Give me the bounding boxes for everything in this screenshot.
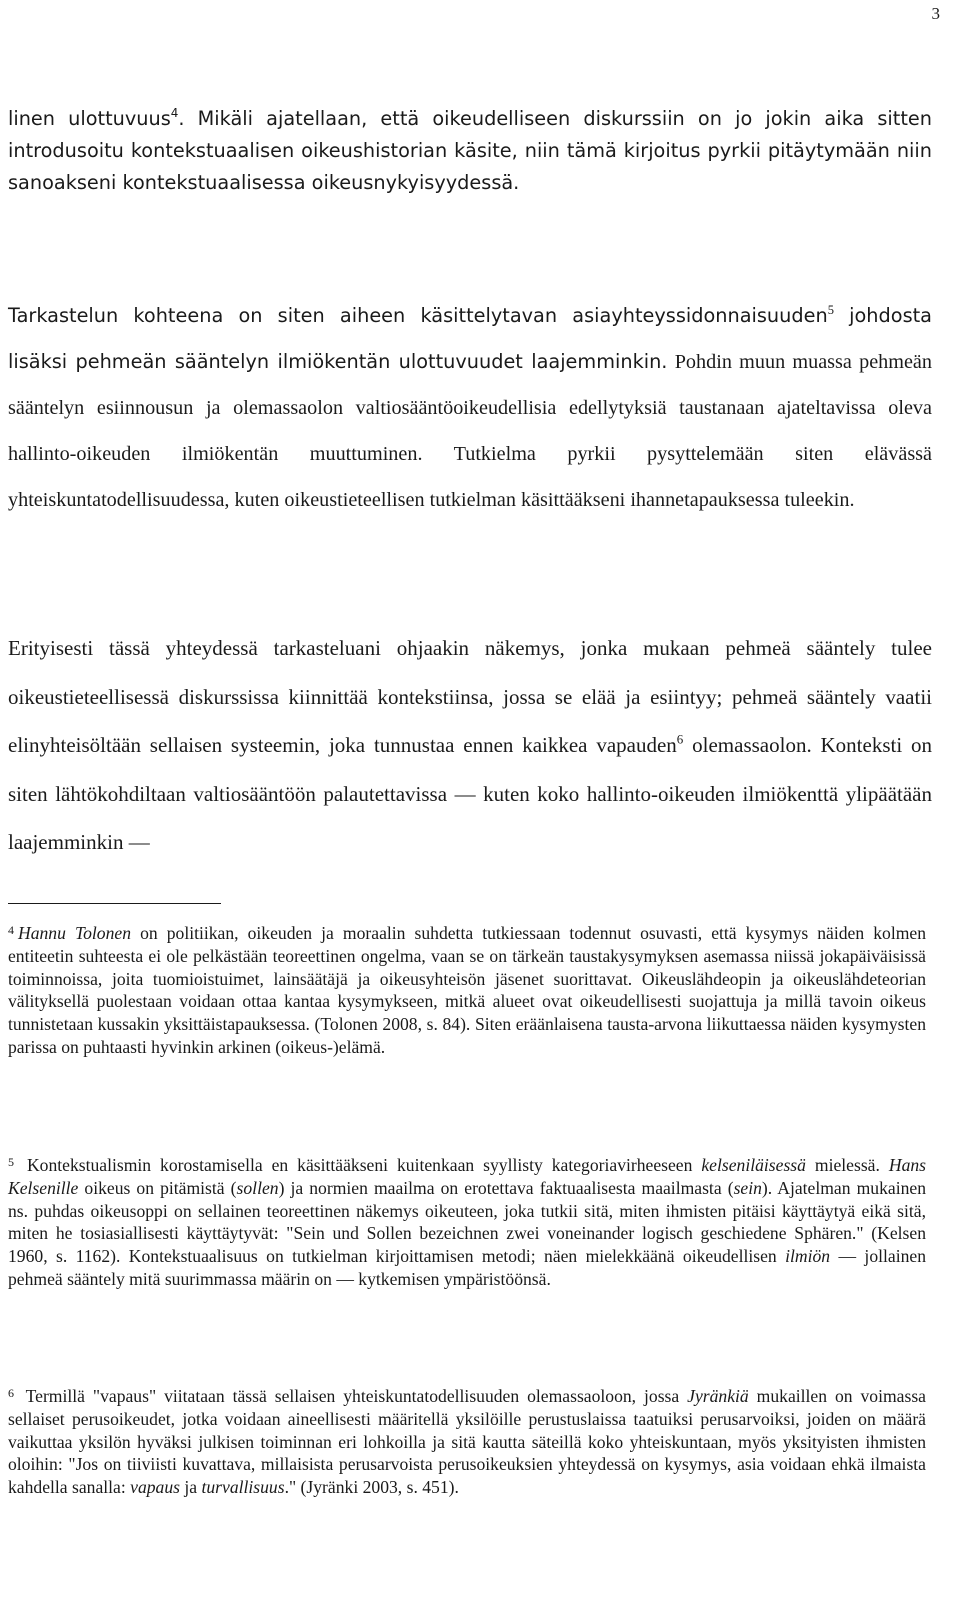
paragraph-3 [8, 624, 932, 867]
footnote-5-italic: ilmiön [785, 1246, 831, 1267]
paragraph-1 [8, 103, 932, 199]
paragraph-3-text-c: Konteksti on siten lähtökohdiltaan valtiosääntöön palautettavissa — kuten koko hallinto-oikeuden ilmiökenttä ylipäätään laajemminkin — [8, 733, 933, 854]
footnote-5-text: oikeus on pitämistä ( [78, 1177, 237, 1198]
footnote-number: 4 [8, 923, 14, 937]
footnote-5-text: mielessä. [805, 1155, 889, 1175]
footnote-separator [8, 903, 221, 904]
footnote-5-italic: sein [733, 1177, 762, 1198]
footnote-6-italic: vapaus [130, 1477, 180, 1498]
footnote-ref-6[interactable]: 6 [676, 731, 684, 747]
footnote-6-italic: Jyränkiä [687, 1386, 749, 1406]
footnote-5-italic: kelseniläisessä [701, 1155, 806, 1175]
page-number: 3 [931, 4, 940, 23]
paragraph-1-text-a: linen ulottuvuus [8, 107, 171, 130]
paragraph-2 [8, 293, 932, 523]
footnote-6-text: mukaillen on voimassa sellaiset perusoikeudet, jotka voidaan aineellisesti määritellä yksilöille perustuslaissa taatuiksi perusarvoiksi, joiden on määrä vaikuttaa yksilön hyväksi julkisen toiminnan eri lohkoilla ja sitä kautta säteillä koko yhteiskuntaan, myös yksityisten ihmisten oloihin: "Jos on tiiviisti kuvattava, millaisista perusarvoista perusoikeuksien yhteydessä on kysymys, asia voidaan ehkä ilmaista kahdella sanalla: [8, 1386, 926, 1498]
paragraph-1-text-b: . Mikäli ajatellaan, että oikeudelliseen diskurssiin on jo jokin aika sitten introdusoitu kontekstuaalisen oikeushistorian käsite, niin tämä kirjoitus pyrkii pitäytymään niin sanoakseni kontekstuaalisessa oikeusnykyisyydessä. [8, 107, 932, 194]
paragraph-2-text-a: Tarkastelun kohteena on siten aiheen käsittelytavan asiayhteyssidonnaisuuden [8, 304, 828, 327]
footnote-5-text: — jollainen pehmeä sääntely mitä suurimmassa määrin on — kytkemisen ympäristöönsä. [8, 1246, 926, 1289]
footnote-5-text: ) ja normien maailma on erotettava faktuaalisesta maailmasta ( [278, 1177, 734, 1198]
footnote-5-italic: sollen [236, 1177, 279, 1198]
paragraph-2-text-c: Pohdin muun muassa pehmeän sääntelyn esiinnousun ja olemassaolon valtiosääntöoikeudellisia edellytyksiä taustanaan ajateltavissa oleva hallinto-oikeuden ilmiökentän muuttuminen. Tutkielma pyrkii pysyttelemään siten elävässä yhteiskuntatodellisuudessa, kuten oikeustieteellisen tutkielman käsittääkseni ihannetapauksessa tuleekin. [8, 351, 932, 511]
paragraph-3-text-a: Erityisesti tässä yhteydessä tarkasteluani ohjaakin näkemys, jonka mukaan pehmeä sääntely tulee oikeustieteellisessä diskurssissa kiinnittää kontekstiinsa, jossa se elää ja esiintyy; pehmeä sääntely vaatii elinyhteisöltään sellaisen systeemin, joka tunnustaa ennen kaikkea vapauden [8, 636, 932, 757]
footnote-4-text: on politiikan, oikeuden ja moraalin suhdetta tutkiessaan todennut osuvasti, että kysymys näiden kolmen entiteetin suhteesta ei ole pelkästään teoreettinen ongelma, vaan se on tärkeän taustakysymyksen asemassa niissä jokapäiväisissä toiminnoissa, joita tuomioistuimet, lainsäätäjä ja oikeusyhteisön jäsenet suorittavat. Oikeuslähdeopin ja oikeuslähdeteorian välityksellä puolestaan voidaan ottaa kantaa kysymykseen, mitkä alueet ovat oikeudellisesti suojattuja ja millä tavoin oikeus tunnistetaan kussakin yksittäistapauksessa. (Tolonen 2008, s. 84). Siten eräänlaisena tausta-arvona liikuttaessa näiden kysymysten parissa on puhtaasti hyvinkin arkinen (oikeus-)elämä. [8, 923, 926, 1057]
paragraph-3-text-b: olemassaolon. [683, 733, 812, 757]
footnote-5-italic: Hans Kelsenille [8, 1155, 927, 1198]
footnote-6-text: ja [179, 1477, 202, 1498]
footnote-6-text: ." (Jyränki 2003, s. 451). [284, 1477, 459, 1498]
paragraph-2-text-b: johdosta lisäksi pehmeän sääntelyn ilmiökentän ulottuvuudet laajemminkin. [8, 304, 932, 373]
footnote-5 [8, 1154, 926, 1291]
footnote-6-italic: turvallisuus [201, 1477, 285, 1498]
footnote-number: 5 [8, 1155, 14, 1169]
footnote-6-text: Termillä "vapaus" viitataan tässä sellaisen yhteiskuntatodellisuuden olemassaoloon, jossa [25, 1386, 688, 1406]
footnote-6 [8, 1385, 926, 1499]
footnote-4 [8, 922, 926, 1059]
footnote-5-text: ). Ajatelman mukainen ns. puhdas oikeusoppi on sellainen teoreettinen näkemys oikeuteen, joka tutkii sitä, miten ihmisten pitäisi käyttäytyä eikä sitä, miten he tosiasiallisesti käyttäytyvät: "Sein und Sollen bezeichnen zwei voneinander logisch geschiedene Sphären." (Kelsen 1960, s. 1162). Kontekstuaalisuus on tutkielman kirjoittamisen metodi; näen mielekkäänä oikeudellisen [8, 1177, 926, 1267]
footnote-5-text: Kontekstualismin korostamisella en käsittääkseni kuitenkaan syyllisty kategoriavirheeseen [26, 1155, 702, 1175]
footnote-ref-4[interactable]: 4 [170, 106, 179, 121]
footnote-ref-5[interactable]: 5 [827, 302, 834, 317]
footnote-number: 6 [8, 1386, 14, 1400]
footnote-4-author: Hannu Tolonen [18, 923, 132, 943]
